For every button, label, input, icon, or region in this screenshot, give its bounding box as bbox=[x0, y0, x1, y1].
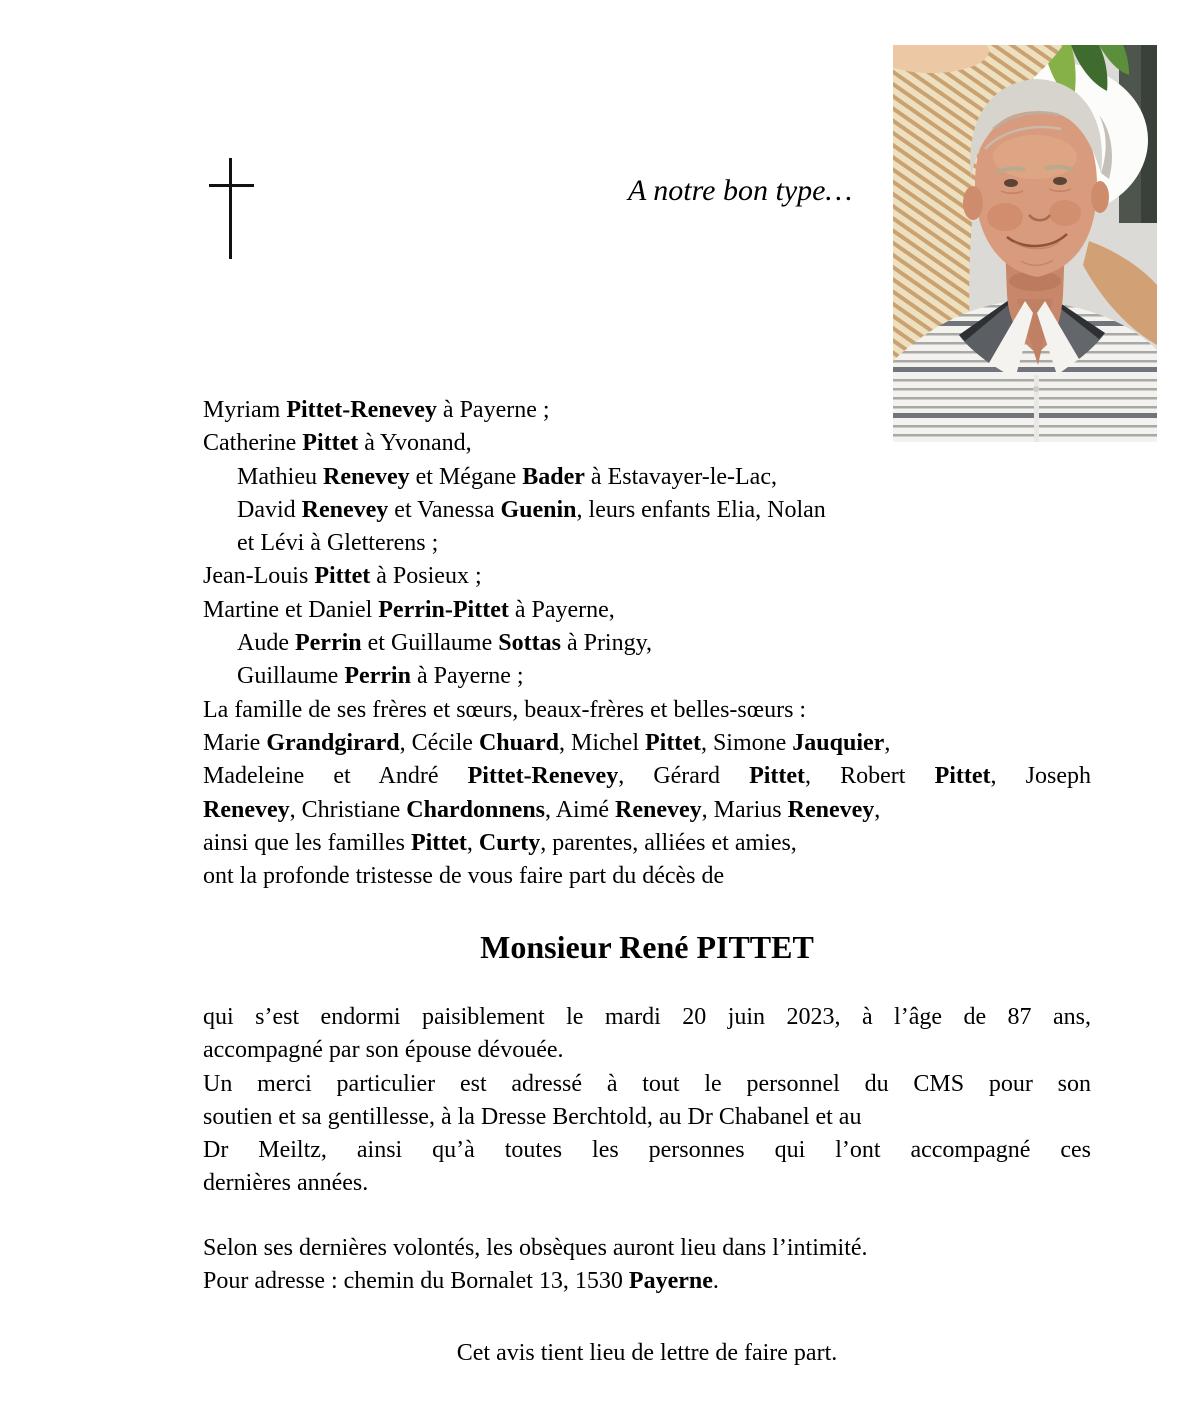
text-line: accompagné par son épouse dévouée. bbox=[203, 1037, 564, 1064]
text-line: Aude Perrin et Guillaume Sottas à Pringy, bbox=[237, 630, 653, 657]
text-line: La famille de ses frères et sœurs, beaux-frères et belles-sœurs : bbox=[203, 696, 807, 723]
text-line: Mathieu Renevey et Mégane Bader à Estavayer-le-Lac, bbox=[237, 463, 777, 490]
text-line: Guillaume Perrin à Payerne ; bbox=[237, 663, 524, 690]
text-line: Madeleine et André Pittet-Renevey, Gérard Pittet, Robert Pittet, Joseph bbox=[203, 763, 1091, 790]
cross-vertical-bar bbox=[229, 158, 232, 259]
arrangements-paragraph bbox=[203, 1232, 1091, 1299]
text-line: qui s’est endormi paisiblement le mardi 20 juin 2023, à l’âge de 87 ans, bbox=[203, 1004, 1091, 1030]
text-line: David Renevey et Vanessa Guenin, leurs enfants Elia, Nolan bbox=[237, 496, 826, 523]
text-line: Pour adresse : chemin du Bornalet 13, 1530 Payerne. bbox=[203, 1268, 719, 1295]
text-line: Catherine Pittet à Yvonand, bbox=[203, 430, 472, 457]
text-line: et Lévi à Gletterens ; bbox=[237, 530, 439, 557]
portrait-photo-graphic bbox=[893, 45, 1157, 442]
closing-line: Cet avis tient lieu de lettre de faire part. bbox=[456, 1340, 838, 1366]
text-line: Un merci particulier est adressé à tout le personnel du CMS pour son bbox=[203, 1070, 1091, 1097]
cross-horizontal-bar bbox=[209, 184, 254, 187]
family-list bbox=[203, 394, 1091, 893]
deceased-name-title: Monsieur René PITTET bbox=[480, 929, 814, 965]
text-line: Martine et Daniel Perrin-Pittet à Payerne, bbox=[203, 596, 615, 623]
portrait-photo bbox=[893, 45, 1157, 442]
text-line: Dr Meiltz, ainsi qu’à toutes les personnes qui l’ont accompagné ces bbox=[203, 1137, 1091, 1164]
text-line: ont la profonde tristesse de vous faire part du décès de bbox=[203, 863, 725, 890]
dedication-text: A notre bon type… bbox=[628, 174, 853, 207]
text-line: Renevey, Christiane Chardonnens, Aimé Renevey, Marius Renevey, bbox=[203, 796, 881, 823]
text-line: Selon ses dernières volontés, les obsèques auront lieu dans l’intimité. bbox=[203, 1235, 868, 1261]
text-line: Myriam Pittet-Renevey à Payerne ; bbox=[203, 397, 550, 423]
text-line: ainsi que les familles Pittet, Curty, parentes, alliées et amies, bbox=[203, 829, 797, 856]
obituary-paragraph bbox=[203, 1001, 1091, 1201]
text-line: Marie Grandgirard, Cécile Chuard, Michel Pittet, Simone Jauquier, bbox=[203, 729, 891, 756]
text-line: soutien et sa gentillesse, à la Dresse Berchtold, au Dr Chabanel et au bbox=[203, 1103, 862, 1130]
text-line: dernières années. bbox=[203, 1170, 369, 1197]
text-line: Jean-Louis Pittet à Posieux ; bbox=[203, 563, 482, 590]
